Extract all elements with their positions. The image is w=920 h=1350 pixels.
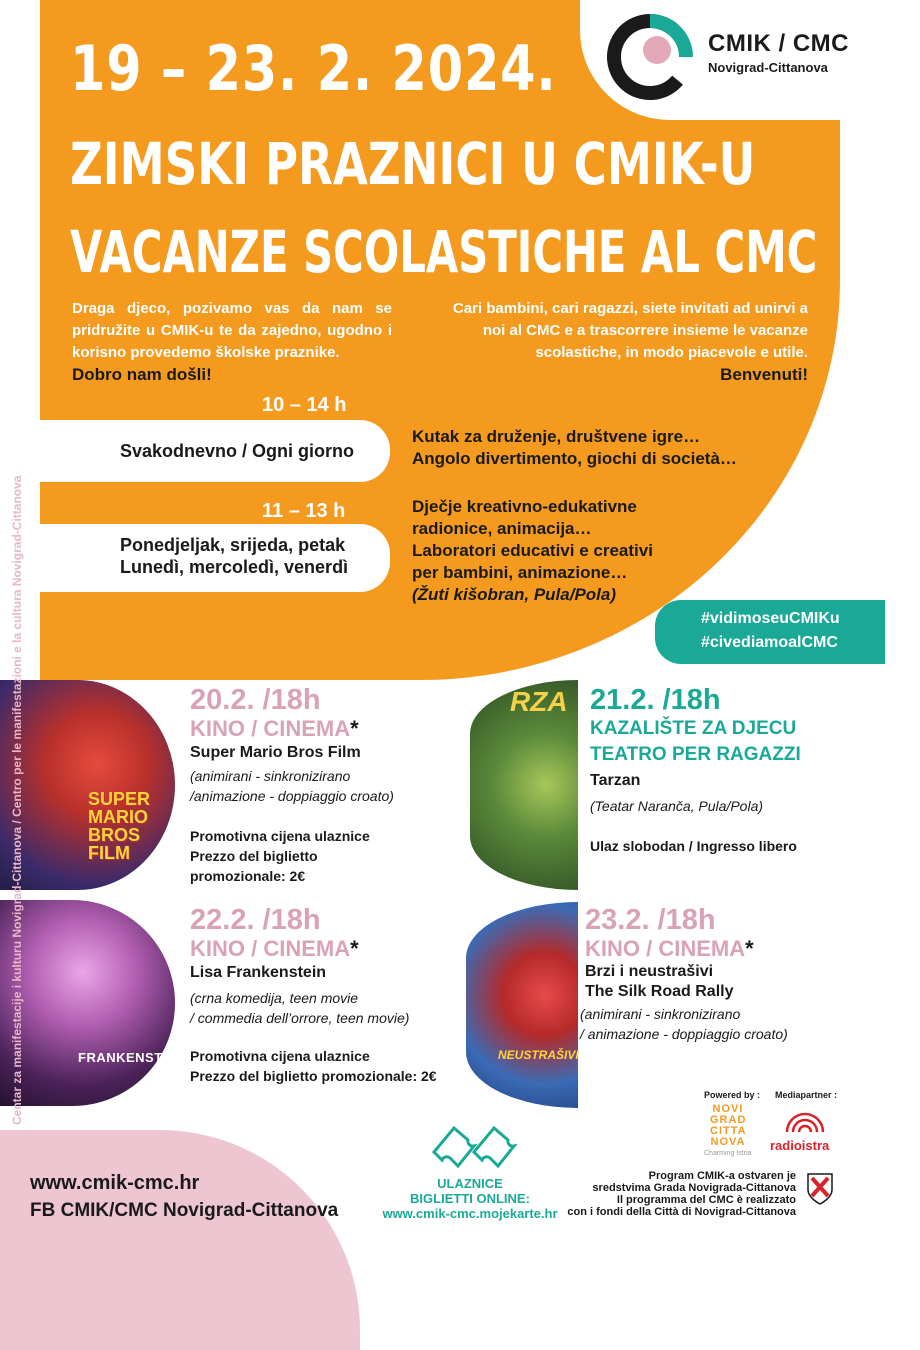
logo-title: CMIK / CMC	[708, 30, 849, 57]
desc-line: (animirani - sinkronizirano	[190, 768, 351, 784]
event-title: Super Mario Bros Film	[190, 744, 361, 761]
desc-line: (crna komedija, teen movie	[190, 990, 359, 1006]
title-italian: VACANZE SCOLASTICHE AL CMC	[70, 218, 818, 286]
schedule-time: 11 – 13 h	[262, 500, 346, 522]
event-type-label: KINO / CINEMA	[585, 936, 746, 961]
event-date: 23.2. /18h	[585, 904, 716, 936]
poster-text: NEUSTRAŠIVI	[498, 1048, 579, 1062]
welcome-text: Dobro nam došli!	[72, 365, 212, 384]
footer-facebook[interactable]: FB CMIK/CMC Novigrad-Cittanova	[30, 1200, 339, 1221]
intro-croatian	[72, 298, 392, 386]
poster-tarzan	[470, 680, 578, 890]
event-title	[585, 962, 733, 1002]
program-line: Il programma del CMC è realizzato	[616, 1194, 796, 1206]
cmik-logo-icon	[605, 12, 695, 102]
program-funding-note	[560, 1170, 796, 1218]
event-date: 20.2. /18h	[190, 684, 321, 716]
coat-of-arms-icon	[806, 1172, 834, 1206]
title-line: Brzi i neustrašivi	[585, 963, 714, 980]
event-type	[590, 716, 801, 768]
mediapartner-label: Mediapartner :	[775, 1090, 838, 1100]
activity-line: per bambini, animazione…	[412, 563, 628, 582]
poster-silk-road-rally	[466, 902, 578, 1108]
desc-line: (animirani - sinkronizirano	[580, 1006, 741, 1022]
event-type	[190, 936, 359, 962]
note-line: promozionale: 2€	[190, 868, 306, 884]
event-type-label: KINO / CINEMA	[190, 716, 351, 741]
tickets-line: ULAZNICE	[437, 1176, 503, 1191]
tickets-info	[375, 1176, 565, 1221]
event-type	[585, 936, 754, 962]
title-line: The Silk Road Rally	[585, 983, 734, 1000]
pink-background-shape	[0, 1130, 360, 1350]
ticket-icon	[428, 1122, 518, 1172]
desc-line: / animazione - doppiaggio croato)	[580, 1026, 788, 1042]
event-note	[190, 826, 370, 886]
radio-logo: radioistra	[770, 1138, 830, 1153]
welcome-text: Benvenuti!	[720, 365, 808, 384]
program-line: sredstvima Grada Novigrada-Cittanova	[592, 1182, 796, 1194]
type-line: KAZALIŠTE ZA DJECU	[590, 718, 797, 739]
event-title: Lisa Frankenstein	[190, 964, 327, 981]
poster-super-mario	[0, 680, 175, 890]
hashtag-box	[655, 600, 885, 664]
activity-line: Laboratori educativi e creativi	[412, 541, 653, 560]
event-type-label: KINO / CINEMA	[190, 936, 351, 961]
event-desc	[580, 1004, 788, 1044]
activity-line: Angolo divertimento, giochi di società…	[412, 449, 737, 468]
note-line: Prezzo del biglietto promozionale: 2€	[190, 1068, 437, 1084]
note-line: Promotivna cijena ulaznice	[190, 1048, 370, 1064]
note-line: Prezzo del biglietto	[190, 848, 318, 864]
hashtag: #vidimoseuCMIKu	[701, 610, 840, 627]
asterisk: *	[350, 936, 359, 961]
event-desc	[190, 766, 394, 806]
intro-text: Draga djeco, pozivamo vas da nam se pridružite u CMIK-u te da zajedno, ugodno i korisno provedemo školske praznike.	[72, 300, 392, 361]
event-desc	[190, 988, 409, 1028]
event-desc: (Teatar Naranča, Pula/Pola)	[590, 798, 764, 814]
tickets-link[interactable]: www.cmik-cmc.mojekarte.hr	[382, 1206, 558, 1221]
event-dates: 19 – 23. 2. 2024.	[70, 32, 557, 105]
event-type	[190, 716, 359, 742]
note-line: Promotivna cijena ulaznice	[190, 828, 370, 844]
tickets-line: BIGLIETTI ONLINE:	[410, 1191, 530, 1206]
activity-line: radionice, animacija…	[412, 519, 592, 538]
asterisk: *	[745, 936, 754, 961]
activity-note: (Žuti kišobran, Pula/Pola)	[412, 585, 617, 604]
poster-text: SUPER MARIO BROS FILM	[88, 789, 151, 863]
event-note: Ulaz slobodan / Ingresso libero	[590, 838, 797, 854]
days-line: Lunedì, mercoledì, venerdì	[120, 557, 349, 577]
footer-website[interactable]: www.cmik-cmc.hr	[30, 1172, 200, 1194]
program-line: con i fondi della Città di Novigrad-Cittanova	[567, 1206, 796, 1218]
poster-text: RZA	[510, 686, 568, 717]
intro-italian	[452, 298, 808, 386]
schedule-activity	[412, 426, 737, 470]
type-line: TEATRO PER RAGAZZI	[590, 744, 801, 765]
event-title: Tarzan	[590, 772, 641, 789]
activity-line: Dječje kreativno-edukativne	[412, 497, 637, 516]
desc-line: /animazione - doppiaggio croato)	[190, 788, 394, 804]
poster-text: FRANKENSTEIN	[78, 1050, 186, 1065]
asterisk: *	[350, 716, 359, 741]
days-line: Ponedjeljak, srijeda, petak	[120, 535, 346, 555]
novigrad-logo: NOVI GRAD CITTA NOVA	[710, 1103, 747, 1148]
side-text-organization: Centar za manifestacije i kulturu Novigrad-Cittanova / Centro per le manifestazioni e la cultura Novigrad-Cittanova	[10, 475, 24, 1125]
powered-by-label: Powered by :	[704, 1090, 761, 1100]
schedule-days: Svakodnevno / Ogni giorno	[120, 441, 355, 461]
event-date: 21.2. /18h	[590, 684, 721, 716]
poster-lisa-frankenstein	[0, 900, 186, 1106]
program-line: Program CMIK-a ostvaren je	[648, 1170, 796, 1182]
activity-line: Kutak za druženje, društvene igre…	[412, 427, 701, 446]
schedule-activity	[412, 496, 653, 606]
desc-line: / commedia dell’orrore, teen movie)	[190, 1010, 410, 1026]
event-date: 22.2. /18h	[190, 904, 321, 936]
event-note	[190, 1046, 437, 1086]
title-croatian: ZIMSKI PRAZNICI U CMIK-U	[70, 130, 756, 198]
radio-signal-icon	[785, 1106, 825, 1136]
schedule-time: 10 – 14 h	[262, 394, 347, 416]
logo-subtitle: Novigrad-Cittanova	[708, 60, 828, 75]
novigrad-tagline: Charming Istria	[704, 1150, 752, 1157]
hashtag: #civediamoalCMC	[701, 634, 838, 651]
intro-text: Cari bambini, cari ragazzi, siete invitati ad unirvi a noi al CMC e a trascorrere insieme le vacanze scolastiche, in modo piacevole e utile.	[452, 300, 808, 361]
schedule-days	[120, 534, 348, 578]
